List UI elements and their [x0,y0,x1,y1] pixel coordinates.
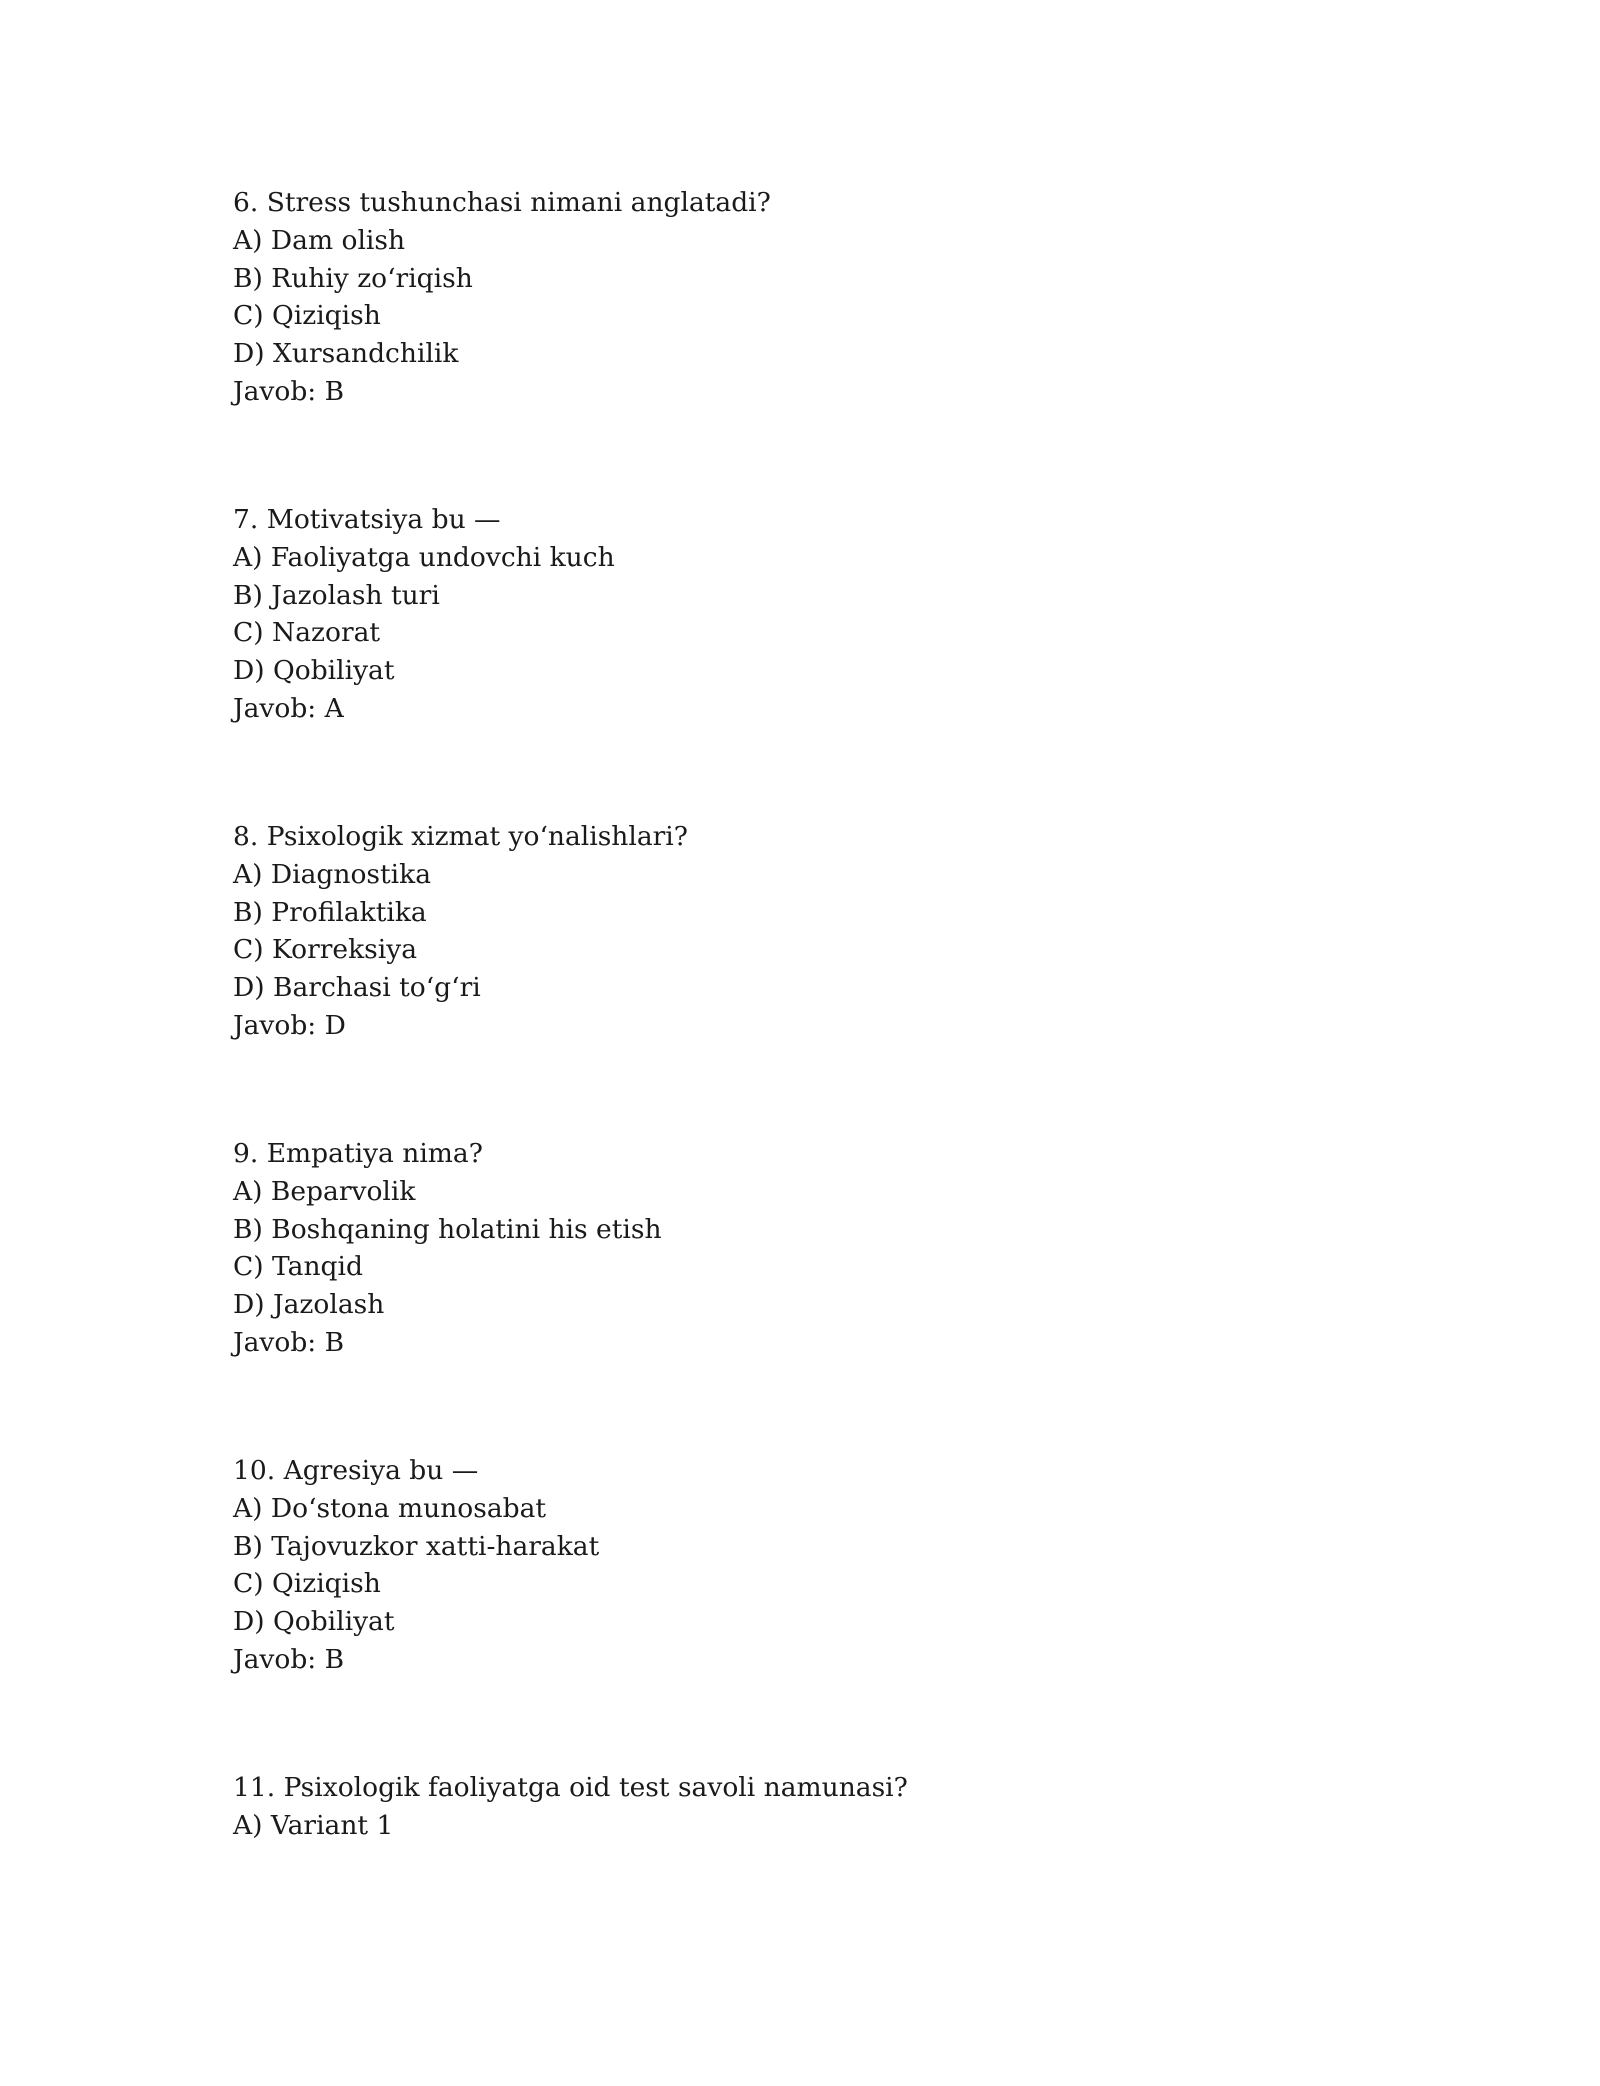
option-b: B) Boshqaning holatini his etish [233,1213,662,1245]
option-d: D) Barchasi to‘g‘ri [233,972,481,1004]
question-block [233,501,1433,818]
option-a: A) Dam olish [233,224,406,256]
option-a: A) Do‘stona munosabat [233,1492,547,1524]
question-list [233,184,1433,2086]
answer-line: Javob: B [233,1326,345,1358]
option-a: A) Diagnostika [233,858,431,890]
option-b: B) Jazolash turi [233,579,440,611]
option-b: B) Ruhiy zo‘riqish [233,262,473,294]
option-d: D) Xursandchilik [233,338,459,370]
option-d: D) Jazolash [233,1289,385,1321]
option-d: D) Qobiliyat [233,655,395,687]
option-c: C) Tanqid [233,1251,363,1283]
question-text: 7. Motivatsiya bu — [233,504,501,535]
answer-line: Javob: D [233,1009,346,1041]
option-c: C) Qiziqish [233,1568,381,1600]
question-block [233,1135,1433,1452]
answer-line: Javob: B [233,1643,345,1675]
question-block [233,1769,1433,2086]
option-c: C) Korreksiya [233,934,417,966]
option-a: A) Variant 1 [233,1809,394,1841]
option-d: D) Qobiliyat [233,1606,395,1638]
question-text: 8. Psixologik xizmat yo‘nalishlari? [233,821,688,852]
option-b: B) Profilaktika [233,896,427,928]
question-text: 11. Psixologik faoliyatga oid test savoli namunasi? [233,1772,908,1803]
question-text: 10. Agresiya bu — [233,1455,479,1486]
option-a: A) Beparvolik [233,1175,416,1207]
question-text: 6. Stress tushunchasi nimani anglatadi? [233,187,771,218]
option-c: C) Nazorat [233,617,381,649]
option-a: A) Faoliyatga undovchi kuch [233,541,615,573]
question-block [233,818,1433,1135]
option-c: C) Qiziqish [233,300,381,332]
answer-line: Javob: A [233,692,344,724]
question-text: 9. Empatiya nima? [233,1138,483,1169]
option-b: B) Tajovuzkor xatti-harakat [233,1530,600,1562]
question-block [233,184,1433,501]
question-block [233,1452,1433,1769]
answer-line: Javob: B [233,375,345,407]
